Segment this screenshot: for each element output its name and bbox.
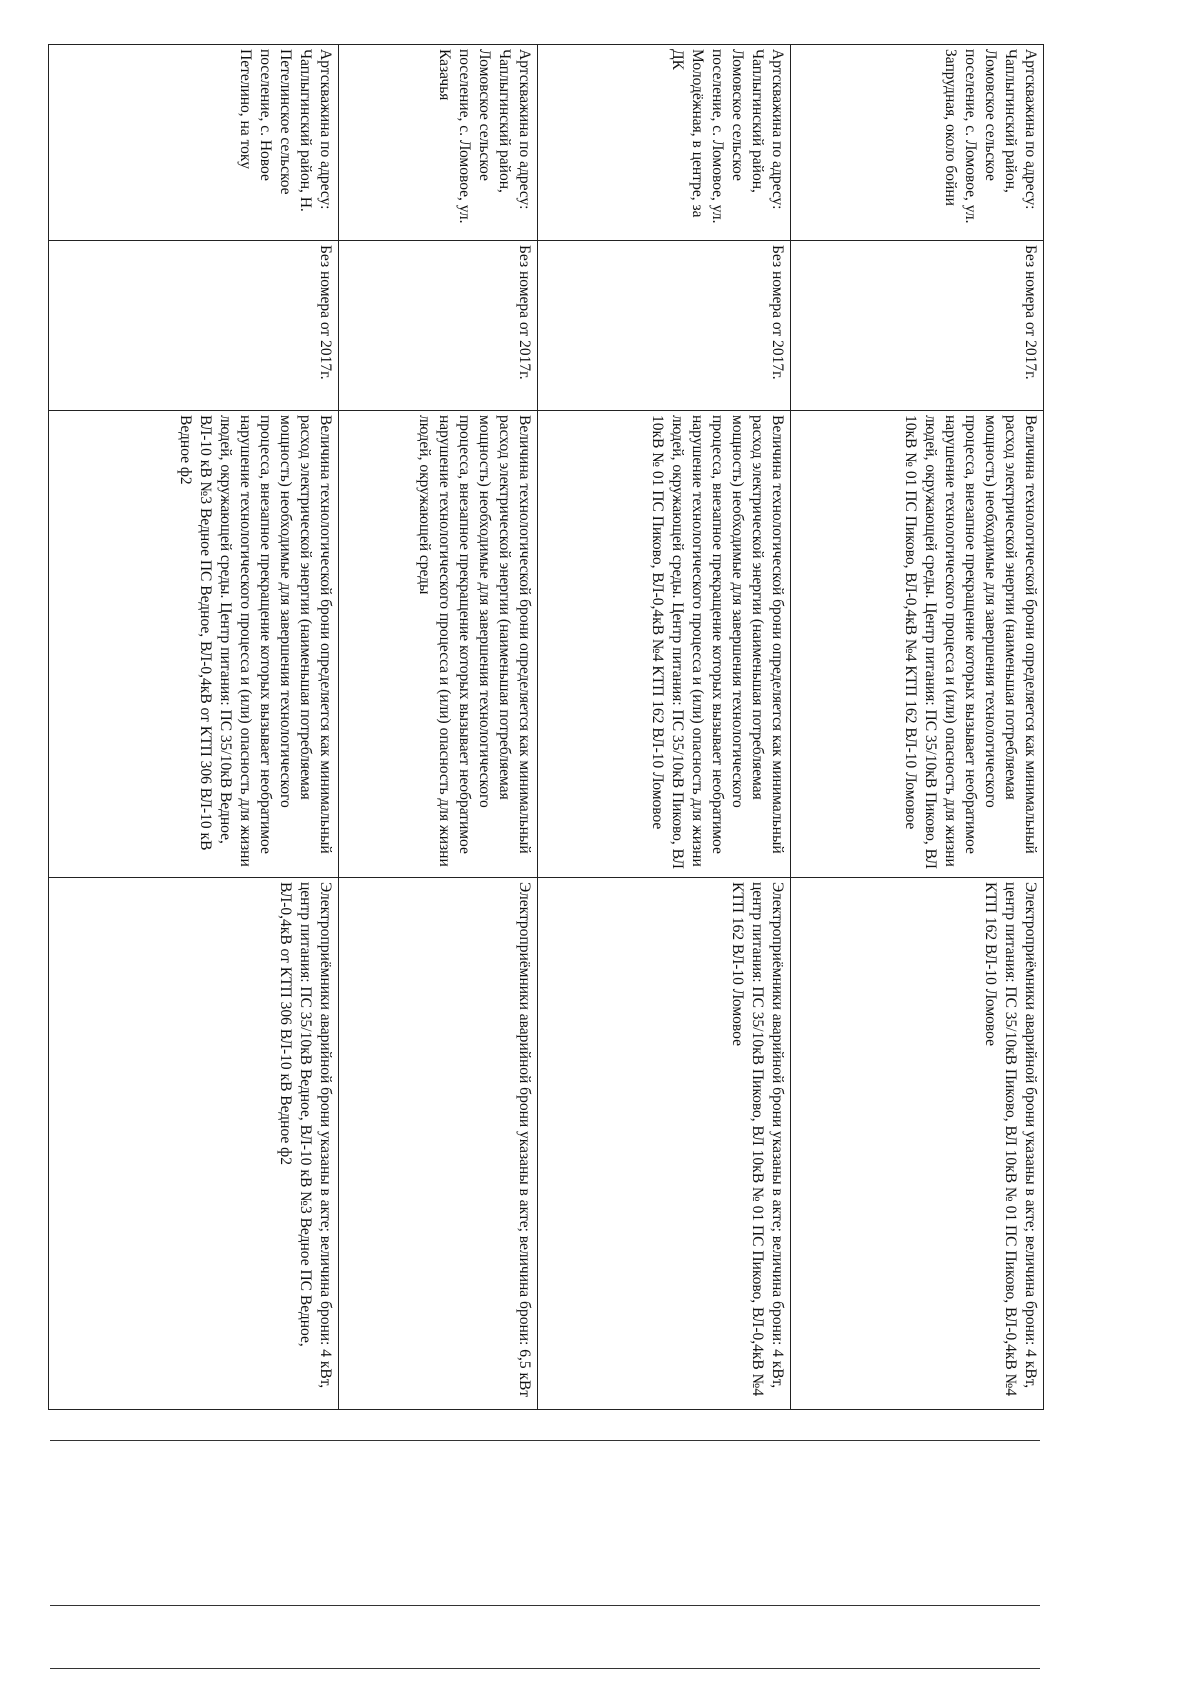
emergency-reserve-cell: Электроприёмники аварийной брони указаны в акте; величина брони: 6,5 кВт (339, 878, 538, 1410)
rule-line (50, 1668, 1040, 1669)
table-row (339, 45, 538, 1410)
tech-reserve-cell: Величина технологической брони определяется как минимальный расход электрической энергии (наименьшая потребляемая мощность) необходимые для завершения технологического процесса, внезапное прекращение которых вызывает необратимое нарушение технологического процесса и (или) опасность для жизни людей, окружающей среды. Центр питания: ПС 35/10кВ Пиково, ВЛ 10кВ № 01 ПС Пиково, ВЛ-0,4кВ №4 КТП 162 ВЛ-10 Ломовое (538, 411, 791, 878)
act-cell: Без номера от 2017г. (339, 241, 538, 411)
tech-reserve-cell: Величина технологической брони определяется как минимальный расход электрической энергии (наименьшая потребляемая мощность) необходимые для завершения технологического процесса, внезапное прекращение которых вызывает необратимое нарушение технологического процесса и (или) опасность для жизни людей, окружающей среды (339, 411, 538, 878)
act-cell: Без номера от 2017г. (538, 241, 791, 411)
object-cell: Артскважина по адресу: Чаплыгинский район, Ломовское сельское поселение, с. Ломовое, ул. Молодёжная, в центре, за ДК (538, 45, 791, 241)
table-row (538, 45, 791, 1410)
emergency-reserve-cell: Электроприёмники аварийной брони указаны в акте; величина брони: 4 кВт, центр питания: ПС 35/10кВ Пиково, ВЛ 10кВ № 01 ПС Пиково, ВЛ-0,4кВ №4 КТП 162 ВЛ-10 Ломовое (791, 878, 1044, 1410)
power-reserve-table (48, 44, 1044, 1410)
act-cell: Без номера от 2017г. (49, 241, 339, 411)
object-cell: Артскважина по адресу: Чаплыгинский район, Ломовское сельское поселение, с. Ломовое, ул. Казачья (339, 45, 538, 241)
rotated-table-container (49, 44, 1044, 1409)
emergency-reserve-cell: Электроприёмники аварийной брони указаны в акте; величина брони: 4 кВт, центр питания: ПС 35/10кВ Ведное, ВЛ-10 кВ №3 Ведное ПС Ведное, ВЛ-0,4кВ от КТП 306 ВЛ-10 кВ Ведное ф2 (49, 878, 339, 1410)
emergency-reserve-cell: Электроприёмники аварийной брони указаны в акте; величина брони: 4 кВт, центр питания: ПС 35/10кВ Пиково, ВЛ 10кВ № 01 ПС Пиково, ВЛ-0,4кВ №4 КТП 162 ВЛ-10 Ломовое (538, 878, 791, 1410)
act-cell: Без номера от 2017г. (791, 241, 1044, 411)
object-cell: Артскважина по адресу: Чаплыгинский район, Ломовское сельское поселение, с. Ломовое, ул. Запрудная, около бойни (791, 45, 1044, 241)
rule-line (50, 1605, 1040, 1606)
tech-reserve-cell: Величина технологической брони определяется как минимальный расход электрической энергии (наименьшая потребляемая мощность) необходимые для завершения технологического процесса, внезапное прекращение которых вызывает необратимое нарушение технологического процесса и (или) опасность для жизни людей, окружающей среды. Центр питания: ПС 35/10кВ Ведное, ВЛ-10 кВ №3 Ведное ПС Ведное, ВЛ-0,4кВ от КТП 306 ВЛ-10 кВ Ведное ф2 (49, 411, 339, 878)
table-row (49, 45, 339, 1410)
table-row (791, 45, 1044, 1410)
tech-reserve-cell: Величина технологической брони определяется как минимальный расход электрической энергии (наименьшая потребляемая мощность) необходимые для завершения технологического процесса, внезапное прекращение которых вызывает необратимое нарушение технологического процесса и (или) опасность для жизни людей, окружающей среды. Центр питания: ПС 35/10кВ Пиково, ВЛ 10кВ № 01 ПС Пиково, ВЛ-0,4кВ №4 КТП 162 ВЛ-10 Ломовое (791, 411, 1044, 878)
object-cell: Артскважина по адресу: Чаплыгинский район, Н. Петелинское сельское поселение, с. Новое Петелино, на току (49, 45, 339, 241)
rule-line (50, 1440, 1040, 1441)
